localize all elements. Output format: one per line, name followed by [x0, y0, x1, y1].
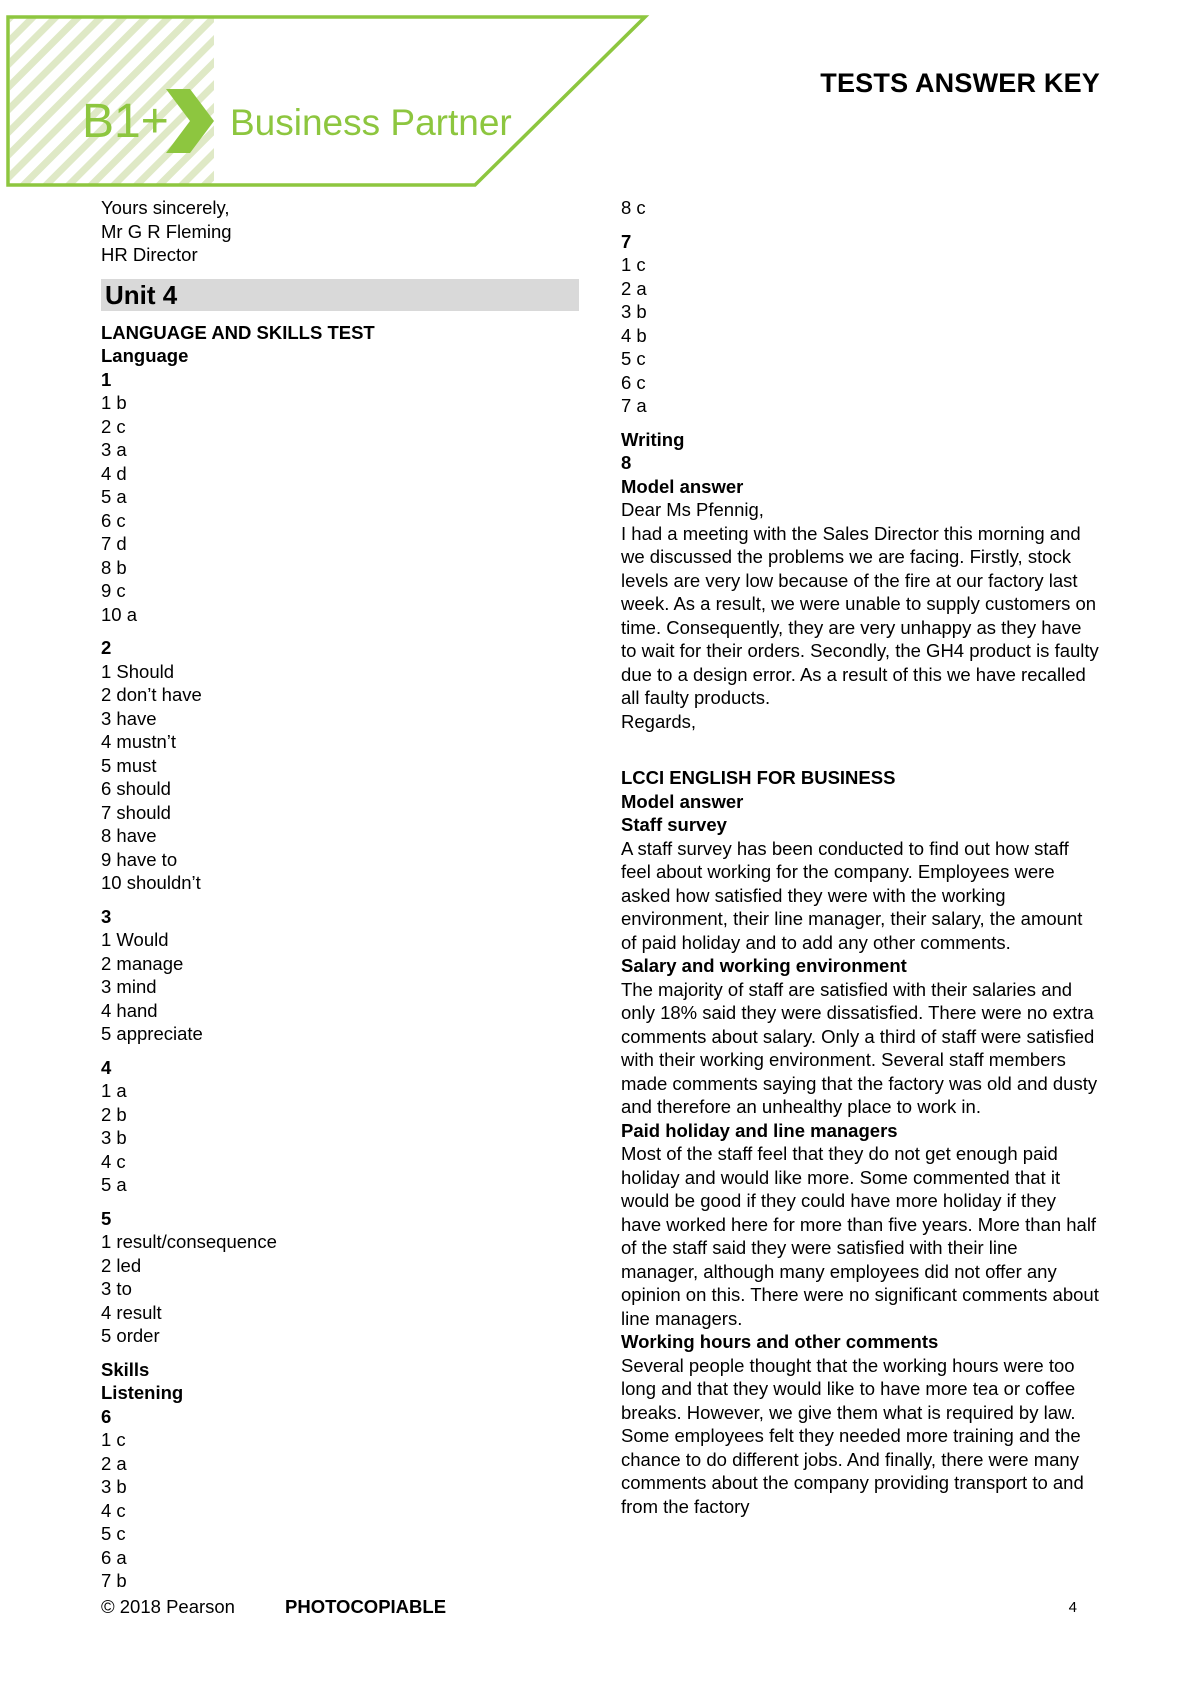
left-column	[101, 196, 579, 1593]
header-banner	[0, 0, 660, 195]
letter-greeting: Dear Ms Pfennig,	[621, 499, 764, 520]
answer-item: 4 c	[101, 1499, 126, 1521]
exercise-number: 2	[101, 637, 112, 658]
answer-item: 2 led	[101, 1254, 142, 1276]
exercise-number: 6	[101, 1405, 112, 1427]
answer-item: 8 c	[621, 197, 646, 218]
answer-item: 3 b	[101, 1127, 127, 1148]
answer-item: 5 a	[101, 486, 127, 507]
answer-item: 5 must	[101, 754, 157, 776]
report-intro: A staff survey has been conducted to find out how staff feel about working for the company. Employees were asked how satisfied they were with the working environment, their line manager, their salary, the amount of paid holiday and to add any other comments.	[621, 837, 1083, 953]
answer-item: 6 c	[621, 371, 646, 393]
answer-item: 2 b	[101, 1103, 127, 1125]
answer-item: 6 c	[101, 509, 126, 531]
answer-item: 2 don’t have	[101, 684, 202, 705]
subsection-heading: Writing	[621, 428, 685, 450]
answer-item: 8 b	[101, 556, 127, 578]
answer-item: 6 a	[101, 1546, 127, 1568]
answer-item: 1 Would	[101, 929, 169, 950]
exercise-number: 1	[101, 368, 112, 390]
answer-item: 2 c	[101, 415, 126, 437]
answer-item: 7 d	[101, 533, 127, 554]
report-section-heading: Salary and working environment	[621, 955, 907, 976]
exercise-number: 5	[101, 1207, 112, 1229]
level-label: B1+	[82, 95, 169, 148]
answer-item: 3 have	[101, 707, 157, 729]
report-section-text: The majority of staff are satisfied with their salaries and only 18% said they were dissatisfied. There were no extra comments about salary. Only a third of staff were satisfied with their working environment. Several staff members made comments saying that the factory was old and dusty and therefore an unhealthy place to work in.	[621, 978, 1098, 1117]
copyright: © 2018 Pearson	[101, 1596, 235, 1617]
answer-item: 10 shouldn’t	[101, 872, 201, 893]
exercise-number: 4	[101, 1056, 112, 1078]
answer-item: 1 Should	[101, 660, 175, 682]
answer-item: 1 c	[101, 1429, 126, 1450]
model-answer-label: Model answer	[621, 790, 744, 812]
answer-item: 2 a	[101, 1452, 127, 1474]
answer-item: 4 hand	[101, 999, 158, 1021]
answer-item: 7 should	[101, 801, 171, 823]
subsection-heading: Language	[101, 345, 189, 366]
subsection-heading: Listening	[101, 1382, 184, 1403]
letter-close-line: Yours sincerely,	[101, 197, 230, 218]
answer-item: 7 b	[101, 1570, 127, 1591]
answer-item: 1 b	[101, 392, 127, 413]
letter-close-line: HR Director	[101, 244, 198, 265]
letter-body: I had a meeting with the Sales Director this morning and we discussed the problems we are facing. Firstly, stock levels are very low because of the fire at our factory last week. As a result, we were unable to supply customers on time. Consequently, they are very unhappy as they have to wait for their orders. Secondly, the GH4 product is faulty due to a design error. As a result of this we have recalled all faulty products.	[621, 522, 1099, 708]
report-title: Staff survey	[621, 814, 727, 835]
letter-closing: Regards,	[621, 710, 697, 732]
photocopiable-label: PHOTOCOPIABLE	[285, 1596, 447, 1617]
unit-heading: Unit 4	[101, 279, 579, 311]
answer-item: 3 a	[101, 439, 127, 460]
answer-item: 1 result/consequence	[101, 1231, 277, 1252]
exercise-number: 3	[101, 905, 112, 927]
exercise-number: 7	[621, 230, 632, 252]
answer-item: 4 b	[621, 324, 647, 346]
subsection-heading: Skills	[101, 1358, 150, 1380]
answer-item: 9 c	[101, 580, 126, 601]
answer-item: 4 c	[101, 1150, 126, 1172]
section-heading: LCCI ENGLISH FOR BUSINESS	[621, 767, 896, 788]
report-section-text: Several people thought that the working hours were too long and that they would like to have more tea or coffee breaks. However, we give them what is required by law. Some employees felt they needed more training and the chance to do different jobs. And finally, there were many comments about the company providing transport to and from the factory	[621, 1354, 1084, 1517]
brand-name: Business Partner	[230, 102, 512, 143]
right-column	[621, 196, 1099, 1518]
answer-item: 10 a	[101, 603, 138, 625]
answer-item: 1 c	[621, 254, 646, 275]
answer-item: 4 result	[101, 1301, 162, 1323]
answer-item: 5 a	[101, 1174, 127, 1195]
answer-item: 3 b	[621, 301, 647, 322]
answer-item: 7 a	[621, 395, 647, 416]
answer-item: 4 d	[101, 462, 127, 484]
model-answer-label: Model answer	[621, 475, 744, 497]
answer-item: 5 c	[101, 1523, 126, 1544]
answer-item: 5 order	[101, 1325, 160, 1346]
document-title: TESTS ANSWER KEY	[820, 68, 1100, 98]
answer-item: 1 a	[101, 1080, 127, 1101]
answer-item: 3 mind	[101, 976, 157, 997]
letter-close-line: Mr G R Fleming	[101, 220, 232, 242]
exercise-number: 8	[621, 452, 632, 473]
report-section-heading: Working hours and other comments	[621, 1331, 939, 1352]
answer-item: 3 b	[101, 1476, 127, 1497]
section-heading: LANGUAGE AND SKILLS TEST	[101, 321, 375, 343]
answer-item: 2 manage	[101, 952, 184, 974]
answer-item: 5 appreciate	[101, 1023, 203, 1044]
answer-item: 2 a	[621, 277, 647, 299]
answer-item: 8 have	[101, 825, 157, 846]
answer-item: 3 to	[101, 1278, 132, 1299]
report-section-heading: Paid holiday and line managers	[621, 1119, 898, 1141]
answer-item: 5 c	[621, 348, 646, 369]
answer-item: 4 mustn’t	[101, 731, 177, 752]
answer-item: 6 should	[101, 778, 171, 799]
answer-item: 9 have to	[101, 848, 178, 870]
page-number: 4	[1068, 1599, 1077, 1616]
report-section-text: Most of the staff feel that they do not get enough paid holiday and would like more. Some commented that it would be good if they could have more holiday if they have worked here for more than five years. More than half of the staff said they were satisfied with their line manager, although many employees did not offer any opinion on this. There were no significant comments about line managers.	[621, 1143, 1099, 1329]
